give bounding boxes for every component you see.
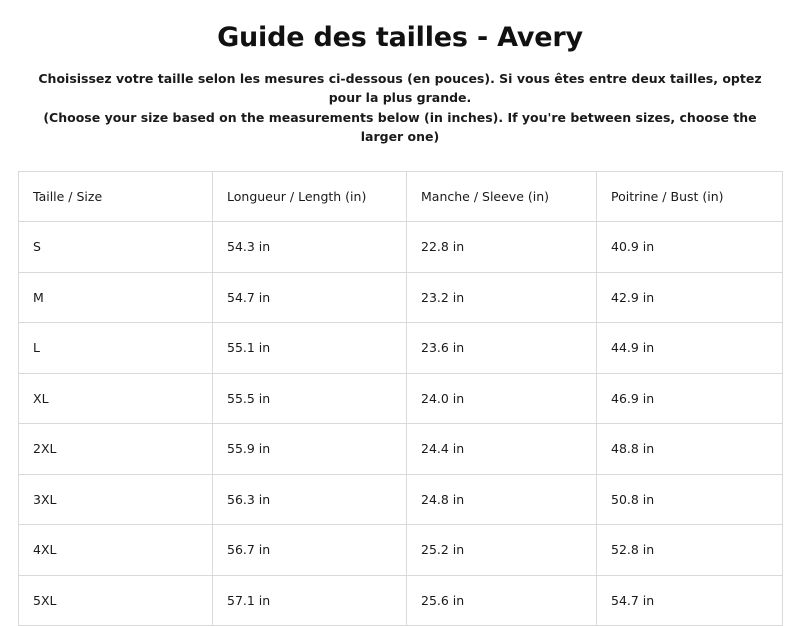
table-body bbox=[19, 222, 783, 626]
cell-size: 2XL bbox=[19, 424, 213, 475]
table-row bbox=[19, 222, 783, 273]
table-header bbox=[19, 171, 783, 222]
table-row bbox=[19, 474, 783, 525]
cell-size: S bbox=[19, 222, 213, 273]
cell-length: 55.5 in bbox=[213, 373, 407, 424]
cell-size: M bbox=[19, 272, 213, 323]
cell-bust: 46.9 in bbox=[597, 373, 783, 424]
cell-bust: 54.7 in bbox=[597, 575, 783, 626]
cell-size: L bbox=[19, 323, 213, 374]
cell-bust: 52.8 in bbox=[597, 525, 783, 576]
cell-size: XL bbox=[19, 373, 213, 424]
cell-sleeve: 24.0 in bbox=[407, 373, 597, 424]
cell-sleeve: 22.8 in bbox=[407, 222, 597, 273]
cell-size: 3XL bbox=[19, 474, 213, 525]
column-header-bust: Poitrine / Bust (in) bbox=[597, 171, 783, 222]
subtitle-line-fr: Choisissez votre taille selon les mesures ci-dessous (en pouces). Si vous êtes entre deux tailles, optez pour la plus grande. bbox=[38, 71, 761, 105]
size-table bbox=[18, 171, 783, 626]
cell-length: 54.3 in bbox=[213, 222, 407, 273]
cell-bust: 44.9 in bbox=[597, 323, 783, 374]
cell-length: 54.7 in bbox=[213, 272, 407, 323]
cell-sleeve: 23.2 in bbox=[407, 272, 597, 323]
cell-length: 55.1 in bbox=[213, 323, 407, 374]
table-row bbox=[19, 323, 783, 374]
cell-sleeve: 24.4 in bbox=[407, 424, 597, 475]
column-header-size: Taille / Size bbox=[19, 171, 213, 222]
page-subtitle bbox=[20, 69, 780, 147]
size-guide-page bbox=[0, 22, 800, 622]
column-header-sleeve: Manche / Sleeve (in) bbox=[407, 171, 597, 222]
subtitle-line-en: (Choose your size based on the measurements below (in inches). If you're between sizes, choose the larger one) bbox=[20, 108, 780, 147]
column-header-length: Longueur / Length (in) bbox=[213, 171, 407, 222]
cell-bust: 42.9 in bbox=[597, 272, 783, 323]
cell-length: 56.3 in bbox=[213, 474, 407, 525]
cell-size: 5XL bbox=[19, 575, 213, 626]
table-row bbox=[19, 525, 783, 576]
cell-bust: 48.8 in bbox=[597, 424, 783, 475]
cell-length: 56.7 in bbox=[213, 525, 407, 576]
cell-sleeve: 24.8 in bbox=[407, 474, 597, 525]
cell-length: 55.9 in bbox=[213, 424, 407, 475]
cell-sleeve: 25.2 in bbox=[407, 525, 597, 576]
table-row bbox=[19, 424, 783, 475]
table-row bbox=[19, 575, 783, 626]
table-row bbox=[19, 272, 783, 323]
size-table-container bbox=[18, 171, 782, 626]
cell-sleeve: 23.6 in bbox=[407, 323, 597, 374]
table-row bbox=[19, 373, 783, 424]
cell-bust: 50.8 in bbox=[597, 474, 783, 525]
cell-bust: 40.9 in bbox=[597, 222, 783, 273]
cell-length: 57.1 in bbox=[213, 575, 407, 626]
page-title: Guide des tailles - Avery bbox=[0, 22, 800, 53]
cell-sleeve: 25.6 in bbox=[407, 575, 597, 626]
table-header-row bbox=[19, 171, 783, 222]
cell-size: 4XL bbox=[19, 525, 213, 576]
